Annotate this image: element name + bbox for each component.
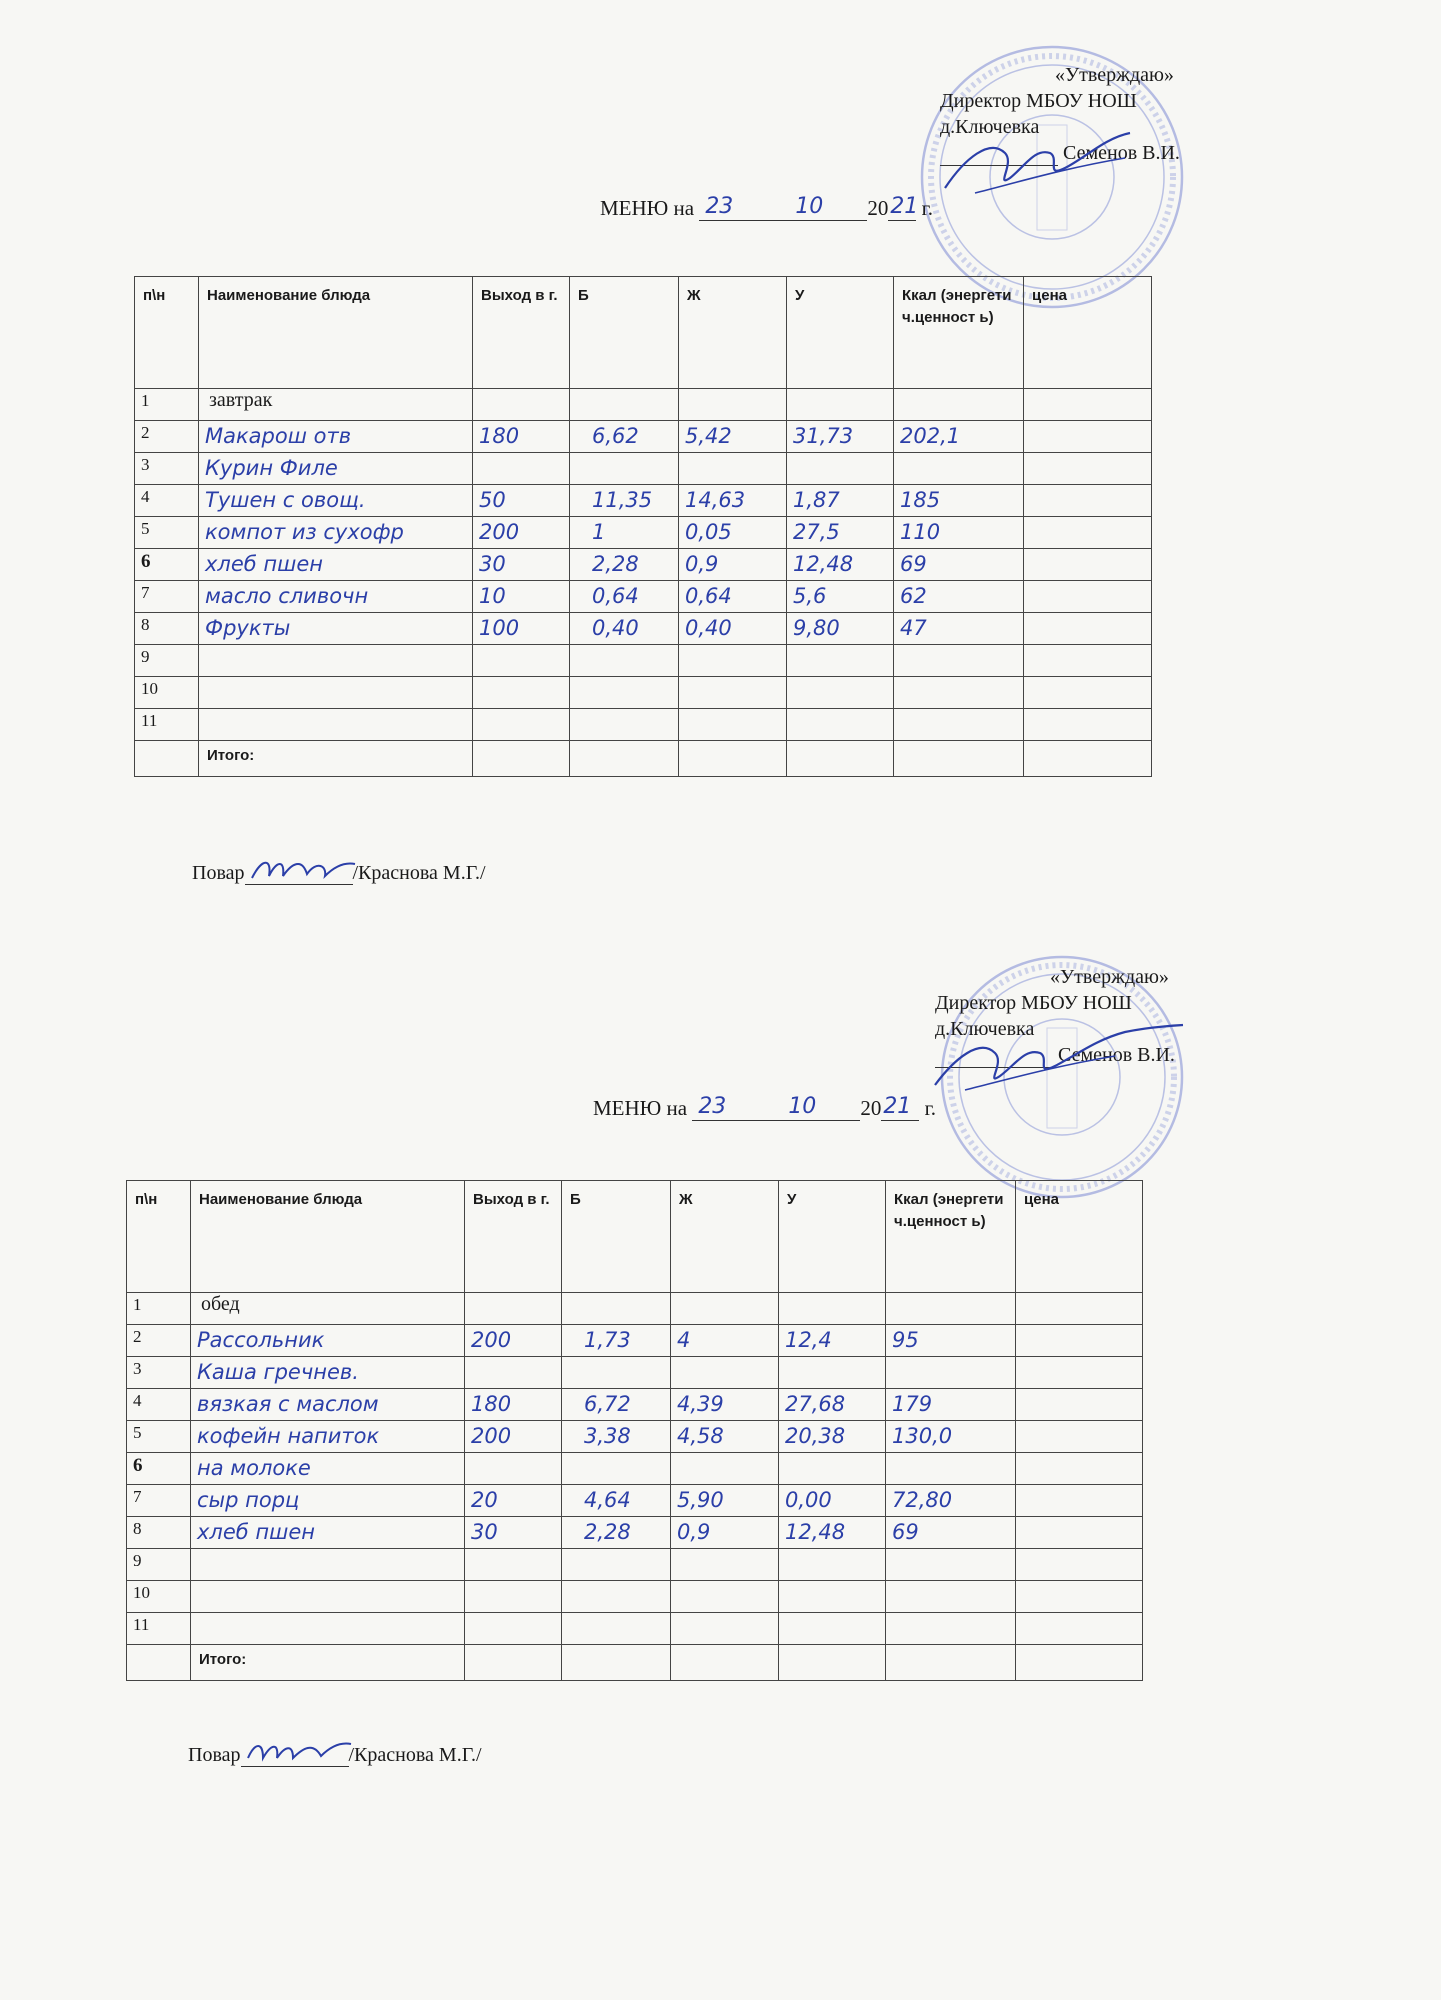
director-signature-line xyxy=(940,145,1058,166)
dish-carbs: 12,4 xyxy=(785,1328,832,1352)
row-number: 7 xyxy=(127,1485,191,1517)
dish-protein: 3,38 xyxy=(584,1424,631,1448)
table-row xyxy=(135,677,1152,709)
row-number: 6 xyxy=(127,1453,191,1485)
header-output: Выход в г. xyxy=(465,1181,562,1293)
table-row xyxy=(127,1325,1143,1357)
approval-block xyxy=(935,964,1175,1068)
row-number: 2 xyxy=(127,1325,191,1357)
dish-kcal: 185 xyxy=(900,488,941,512)
row-number: 5 xyxy=(135,517,199,549)
table-row xyxy=(135,613,1152,645)
table-header-row xyxy=(135,277,1152,389)
dish-output: 10 xyxy=(479,584,506,608)
dish-name: компот из сухофр xyxy=(205,520,404,544)
row-number: 7 xyxy=(135,581,199,613)
dish-price xyxy=(1024,613,1152,645)
dish-fat: 0,9 xyxy=(685,552,719,576)
dish-price xyxy=(1016,1389,1143,1421)
dish-price xyxy=(1016,1485,1143,1517)
dish-price xyxy=(1016,1517,1143,1549)
row-number: 4 xyxy=(127,1389,191,1421)
dish-price xyxy=(1024,421,1152,453)
menu-year-prefix: 20 xyxy=(860,1096,882,1120)
dish-output: 180 xyxy=(479,424,520,448)
dish-name: кофейн напиток xyxy=(197,1424,380,1448)
table-row xyxy=(135,645,1152,677)
row-number: 5 xyxy=(127,1421,191,1453)
dish-fat: 5,42 xyxy=(685,424,732,448)
dish-carbs: 0,00 xyxy=(785,1488,832,1512)
dish-name: на молоке xyxy=(197,1456,311,1480)
dish-kcal: 69 xyxy=(892,1520,919,1544)
dish-price xyxy=(1024,549,1152,581)
dish-name: Фрукты xyxy=(205,616,291,640)
dish-carbs: 9,80 xyxy=(793,616,840,640)
cook-line xyxy=(192,862,486,885)
approval-place: д.Ключевка xyxy=(935,1018,1035,1040)
menu-table xyxy=(134,276,1152,777)
row-number: 9 xyxy=(127,1549,191,1581)
cook-signature xyxy=(243,1730,353,1770)
dish-fat: 0,05 xyxy=(685,520,732,544)
dish-name: масло сливочн xyxy=(205,584,369,608)
menu-title xyxy=(600,196,933,221)
menu-title-prefix: МЕНЮ на xyxy=(593,1096,688,1120)
table-row xyxy=(127,1421,1143,1453)
dish-price xyxy=(1016,1325,1143,1357)
dish-price xyxy=(1024,453,1152,485)
cook-name: /Краснова М.Г./ xyxy=(352,862,486,884)
dish-carbs: 5,6 xyxy=(793,584,827,608)
dish-name: Курин Филе xyxy=(205,456,338,480)
dish-protein: 0,40 xyxy=(592,616,639,640)
dish-fat: 5,90 xyxy=(677,1488,724,1512)
dish-kcal: 130,0 xyxy=(892,1424,953,1448)
dish-price xyxy=(1016,1549,1143,1581)
row-number: 6 xyxy=(135,549,199,581)
dish-price xyxy=(1016,1357,1143,1389)
dish-output: 200 xyxy=(471,1424,512,1448)
table-row xyxy=(135,581,1152,613)
header-carbs: У xyxy=(787,277,894,389)
menu-date-year: 21 xyxy=(890,194,919,219)
dish-price xyxy=(1024,645,1152,677)
dish-carbs: 12,48 xyxy=(793,552,854,576)
meal-type: обед xyxy=(191,1293,465,1325)
header-protein: Б xyxy=(570,277,679,389)
row-number: 3 xyxy=(127,1357,191,1389)
dish-protein: 2,28 xyxy=(584,1520,631,1544)
dish-name: хлеб пшен xyxy=(205,552,323,576)
header-num: п\н xyxy=(127,1181,191,1293)
dish-name: Тушен с овощ. xyxy=(205,488,366,512)
dish-name: сыр порц xyxy=(197,1488,300,1512)
dish-fat: 0,64 xyxy=(685,584,732,608)
header-price: цена xyxy=(1024,277,1152,389)
row-number: 1 xyxy=(127,1293,191,1325)
dish-fat: 0,9 xyxy=(677,1520,711,1544)
dish-protein: 6,62 xyxy=(592,424,639,448)
dish-fat: 4,58 xyxy=(677,1424,724,1448)
row-number: 1 xyxy=(135,389,199,421)
menu-table xyxy=(126,1180,1143,1681)
header-protein: Б xyxy=(562,1181,671,1293)
header-output: Выход в г. xyxy=(473,277,570,389)
cook-signature-line xyxy=(241,1744,349,1767)
approval-quote: «Утверждаю» xyxy=(1055,64,1174,86)
table-row xyxy=(135,421,1152,453)
table-row xyxy=(127,1581,1143,1613)
dish-output: 50 xyxy=(479,488,506,512)
dish-carbs: 31,73 xyxy=(793,424,854,448)
director-signature-line xyxy=(935,1047,1053,1068)
approval-quote: «Утверждаю» xyxy=(1050,966,1169,988)
table-row xyxy=(127,1549,1143,1581)
menu-date-day: 23 xyxy=(698,1094,727,1119)
row-number: 8 xyxy=(127,1517,191,1549)
dish-output: 200 xyxy=(471,1328,512,1352)
menu-title-suffix: г. xyxy=(924,1096,937,1120)
approval-position: Директор МБОУ НОШ xyxy=(940,90,1137,112)
dish-price xyxy=(1024,581,1152,613)
dish-carbs: 27,5 xyxy=(793,520,840,544)
dish-price xyxy=(1016,1293,1143,1325)
menu-date-month: 10 xyxy=(795,194,824,219)
dish-output: 180 xyxy=(471,1392,512,1416)
table-row xyxy=(127,1453,1143,1485)
menu-title xyxy=(593,1096,936,1121)
cook-label: Повар xyxy=(188,1744,241,1766)
row-number: 11 xyxy=(127,1613,191,1645)
dish-price xyxy=(1024,389,1152,421)
table-row xyxy=(127,1517,1143,1549)
table-header-row xyxy=(127,1181,1143,1293)
dish-fat: 14,63 xyxy=(685,488,746,512)
dish-kcal: 95 xyxy=(892,1328,919,1352)
dish-name: Каша гречнев. xyxy=(197,1360,359,1384)
dish-name: Макарош отв xyxy=(205,424,352,448)
dish-output: 200 xyxy=(479,520,520,544)
dish-kcal: 202,1 xyxy=(900,424,961,448)
cook-name: /Краснова М.Г./ xyxy=(348,1744,482,1766)
dish-kcal: 110 xyxy=(900,520,941,544)
cook-label: Повар xyxy=(192,862,245,884)
table-row xyxy=(127,1293,1143,1325)
total-row xyxy=(135,741,1152,777)
table-row xyxy=(135,517,1152,549)
menu-title-suffix: г. xyxy=(921,196,934,220)
dish-protein: 11,35 xyxy=(592,488,653,512)
row-number: 9 xyxy=(135,645,199,677)
dish-kcal: 179 xyxy=(892,1392,933,1416)
table-row xyxy=(127,1485,1143,1517)
header-carbs: У xyxy=(779,1181,886,1293)
director-name: Семенов В.И. xyxy=(1063,142,1180,164)
approval-block xyxy=(940,62,1180,166)
dish-carbs: 12,48 xyxy=(785,1520,846,1544)
row-number: 4 xyxy=(135,485,199,517)
row-number: 2 xyxy=(135,421,199,453)
meal-type: завтрак xyxy=(199,389,473,421)
total-row xyxy=(127,1645,1143,1681)
total-label: Итого: xyxy=(191,1645,465,1681)
table-row xyxy=(135,389,1152,421)
dish-fat: 4,39 xyxy=(677,1392,724,1416)
dish-carbs: 27,68 xyxy=(785,1392,846,1416)
dish-fat: 0,40 xyxy=(685,616,732,640)
row-number: 8 xyxy=(135,613,199,645)
dish-protein: 4,64 xyxy=(584,1488,631,1512)
dish-carbs: 20,38 xyxy=(785,1424,846,1448)
dish-price xyxy=(1024,677,1152,709)
dish-price xyxy=(1016,1613,1143,1645)
dish-protein: 1,73 xyxy=(584,1328,631,1352)
header-dish: Наименование блюда xyxy=(199,277,473,389)
dish-output: 20 xyxy=(471,1488,498,1512)
menu-date-month: 10 xyxy=(788,1094,817,1119)
header-fat: Ж xyxy=(679,277,787,389)
header-num: п\н xyxy=(135,277,199,389)
table-row xyxy=(127,1613,1143,1645)
row-number: 10 xyxy=(135,677,199,709)
dish-price xyxy=(1016,1421,1143,1453)
dish-protein: 1 xyxy=(592,520,606,544)
table-row xyxy=(127,1389,1143,1421)
menu-title-prefix: МЕНЮ на xyxy=(600,196,695,220)
menu-date-year: 21 xyxy=(883,1094,912,1119)
dish-name: вязкая с маслом xyxy=(197,1392,379,1416)
total-label: Итого: xyxy=(199,741,473,777)
dish-carbs: 1,87 xyxy=(793,488,840,512)
table-row xyxy=(135,453,1152,485)
dish-output: 100 xyxy=(479,616,520,640)
row-number: 11 xyxy=(135,709,199,741)
table-row xyxy=(127,1357,1143,1389)
dish-fat: 4 xyxy=(677,1328,691,1352)
dish-price xyxy=(1016,1581,1143,1613)
menu-year-prefix: 20 xyxy=(867,196,889,220)
cook-line xyxy=(188,1744,482,1767)
dish-price xyxy=(1016,1453,1143,1485)
row-number: 3 xyxy=(135,453,199,485)
header-price: цена xyxy=(1016,1181,1143,1293)
dish-name: Рассольник xyxy=(197,1328,325,1352)
dish-protein: 6,72 xyxy=(584,1392,631,1416)
dish-output: 30 xyxy=(471,1520,498,1544)
header-kcal: Ккал (энергети ч.ценност ь) xyxy=(886,1181,1016,1293)
approval-place: д.Ключевка xyxy=(940,116,1040,138)
dish-price xyxy=(1024,485,1152,517)
dish-price xyxy=(1024,517,1152,549)
header-fat: Ж xyxy=(671,1181,779,1293)
table-row xyxy=(135,485,1152,517)
dish-price xyxy=(1024,709,1152,741)
header-dish: Наименование блюда xyxy=(191,1181,465,1293)
cook-signature xyxy=(247,848,357,888)
approval-position: Директор МБОУ НОШ xyxy=(935,992,1132,1014)
dish-kcal: 62 xyxy=(900,584,927,608)
dish-kcal: 69 xyxy=(900,552,927,576)
dish-protein: 2,28 xyxy=(592,552,639,576)
table-row xyxy=(135,549,1152,581)
row-number: 10 xyxy=(127,1581,191,1613)
cook-signature-line xyxy=(245,862,353,885)
director-name: Семенов В.И. xyxy=(1058,1044,1175,1066)
dish-kcal: 72,80 xyxy=(892,1488,953,1512)
dish-name: хлеб пшен xyxy=(197,1520,315,1544)
menu-date-day: 23 xyxy=(705,194,734,219)
dish-protein: 0,64 xyxy=(592,584,639,608)
header-kcal: Ккал (энергети ч.ценност ь) xyxy=(894,277,1024,389)
dish-kcal: 47 xyxy=(900,616,927,640)
dish-output: 30 xyxy=(479,552,506,576)
table-row xyxy=(135,709,1152,741)
